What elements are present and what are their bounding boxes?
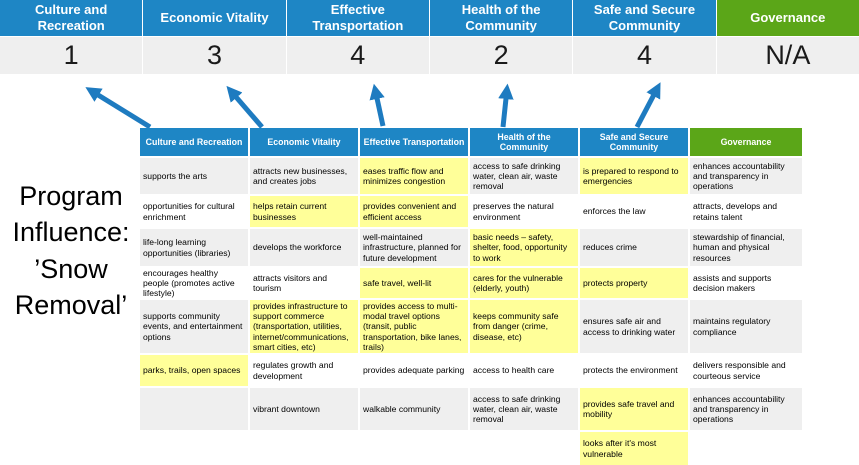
table-cell: encourages healthy people (promotes active lifestyle) — [140, 268, 248, 298]
table-cell: cares for the vulnerable (elderly, youth) — [470, 268, 578, 298]
table-cell: ensures safe air and access to drinking water — [580, 300, 688, 353]
table-cell: attracts new businesses, and creates jobs — [250, 158, 358, 194]
table-cell — [250, 432, 358, 465]
table-cell: enhances accountability and transparency in operations — [690, 388, 802, 430]
table-cell: walkable community — [360, 388, 468, 430]
table-cell: develops the workforce — [250, 229, 358, 266]
table-cell: is prepared to respond to emergencies — [580, 158, 688, 194]
table-cell: opportunities for cultural enrichment — [140, 196, 248, 227]
program-title-line: Program — [19, 181, 123, 211]
table-cell — [470, 432, 578, 465]
table-cell: access to health care — [470, 355, 578, 386]
table-cell: enforces the law — [580, 196, 688, 227]
banner-category-header: Economic Vitality — [143, 0, 285, 36]
table-cell: helps retain current businesses — [250, 196, 358, 227]
arrows-overlay — [0, 78, 859, 128]
table-cell — [140, 388, 248, 430]
table-cell: enhances accountability and transparency in operations — [690, 158, 802, 194]
program-title-line: Removal’ — [14, 290, 128, 321]
table-cell: attracts visitors and tourism — [250, 268, 358, 298]
program-title — [0, 178, 142, 324]
table-cell: life-long learning opportunities (libraries) — [140, 229, 248, 266]
table-cell: eases traffic flow and minimizes congestion — [360, 158, 468, 194]
table-cell: provides infrastructure to support commerce (transportation, utilities, internet/communications, smart cities, etc) — [250, 300, 358, 353]
banner-score-value: 2 — [430, 37, 572, 74]
table-cell: provides access to multi-modal travel options (transit, public transportation, bike lanes, trails) — [360, 300, 468, 353]
table-cell — [690, 432, 802, 465]
banner-score-value: 4 — [573, 37, 715, 74]
up-arrow-icon — [503, 89, 507, 127]
table-header-cell: Effective Transportation — [360, 128, 468, 156]
table-cell: assists and supports decision makers — [690, 268, 802, 298]
table-cell: looks after it's most vulnerable — [580, 432, 688, 465]
table-header-cell: Culture and Recreation — [140, 128, 248, 156]
table-cell: delivers responsible and courteous service — [690, 355, 802, 386]
up-arrow-icon — [230, 90, 262, 127]
table-cell: basic needs – safety, shelter, food, opportunity to work — [470, 229, 578, 266]
up-arrow-icon — [90, 90, 150, 127]
table-cell: safe travel, well-lit — [360, 268, 468, 298]
table-cell: access to safe drinking water, clean air, waste removal — [470, 158, 578, 194]
banner-score-value: 1 — [0, 37, 142, 74]
table-cell: maintains regulatory compliance — [690, 300, 802, 353]
banner-category-header: Health of the Community — [430, 0, 572, 36]
banner-category-header: Safe and Secure Community — [573, 0, 715, 36]
table-header-cell: Safe and Secure Community — [580, 128, 688, 156]
table-cell: stewardship of financial, human and physical resources — [690, 229, 802, 266]
banner-score-value: 4 — [287, 37, 429, 74]
table-cell: parks, trails, open spaces — [140, 355, 248, 386]
up-arrow-icon — [375, 89, 383, 126]
program-title-line: Influence: — [12, 217, 130, 248]
program-title-line: ’Snow — [34, 253, 108, 284]
banner-score-value: 3 — [143, 37, 285, 74]
table-cell: protects the environment — [580, 355, 688, 386]
banner-category-header: Governance — [717, 0, 859, 36]
table-cell: provides convenient and efficient access — [360, 196, 468, 227]
table-cell: supports the arts — [140, 158, 248, 194]
table-cell — [140, 432, 248, 465]
table-cell: well-maintained infrastructure, planned for future development — [360, 229, 468, 266]
banner-score-value: N/A — [717, 37, 859, 74]
table-cell: regulates growth and development — [250, 355, 358, 386]
table-cell: vibrant downtown — [250, 388, 358, 430]
table-cell: preserves the natural environment — [470, 196, 578, 227]
table-cell — [360, 432, 468, 465]
table-header-cell: Governance — [690, 128, 802, 156]
up-arrow-icon — [637, 87, 658, 127]
table-header-cell: Economic Vitality — [250, 128, 358, 156]
table-cell: reduces crime — [580, 229, 688, 266]
influence-table — [140, 128, 802, 465]
table-cell: provides safe travel and mobility — [580, 388, 688, 430]
table-header-cell: Health of the Community — [470, 128, 578, 156]
table-cell: access to safe drinking water, clean air, waste removal — [470, 388, 578, 430]
table-cell: provides adequate parking — [360, 355, 468, 386]
banner-category-header: Culture and Recreation — [0, 0, 142, 36]
table-cell: attracts, develops and retains talent — [690, 196, 802, 227]
banner-category-header: Effective Transportation — [287, 0, 429, 36]
table-cell: supports community events, and entertainment options — [140, 300, 248, 353]
table-cell: protects property — [580, 268, 688, 298]
score-banner — [0, 0, 859, 74]
table-cell: keeps community safe from danger (crime, disease, etc) — [470, 300, 578, 353]
